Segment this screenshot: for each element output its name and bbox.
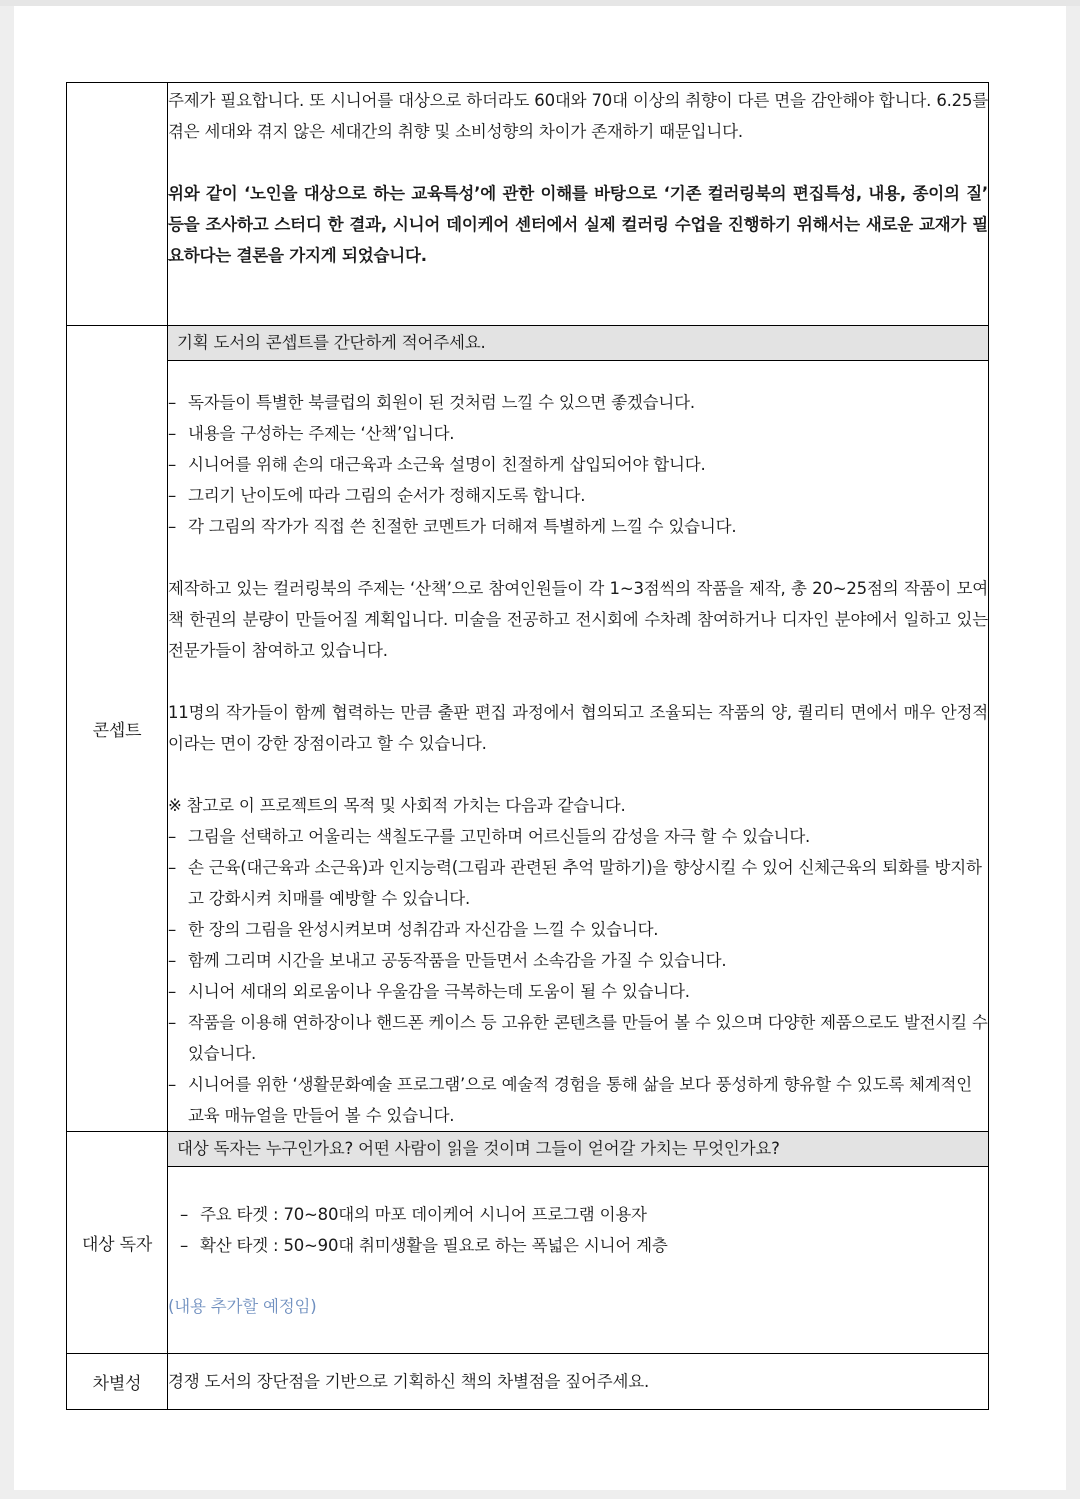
value-item: – 작품을 이용해 연하장이나 핸드폰 케이스 등 고유한 콘텐츠를 만들어 볼 수 있으며 다양한 제품으로도 발전시킬 수 있습니다. xyxy=(168,1013,988,1063)
target-question-row xyxy=(67,1132,989,1167)
concept-question: 기획 도서의 콘셉트를 간단하게 적어주세요. xyxy=(168,326,989,361)
value-item: – 시니어 세대의 외로움이나 우울감을 극복하는데 도움이 될 수 있습니다. xyxy=(168,982,690,1001)
difference-question: 경쟁 도서의 장단점을 기반으로 기획하신 책의 차별점을 짚어주세요. xyxy=(168,1354,989,1410)
value-item: – 그림을 선택하고 어울리는 색칠도구를 고민하며 어르신들의 감성을 자극 할 수 있습니다. xyxy=(168,827,811,846)
value-item: – 함께 그리며 시간을 보내고 공동작품을 만들면서 소속감을 가질 수 있습니다. xyxy=(168,951,727,970)
concept-label: 콘셉트 xyxy=(67,326,168,1132)
value-item: – 시니어를 위한 ‘생활문화예술 프로그램’으로 예술적 경험을 통해 삶을 보다 풍성하게 향유할 수 있도록 체계적인 교육 매뉴얼을 만들어 볼 수 있습니다. xyxy=(168,1075,972,1125)
concept-answer-row xyxy=(67,361,989,1132)
target-item: – 확산 타겟 : 50~90대 취미생활을 필요로 하는 폭넓은 시니어 계층 xyxy=(180,1236,668,1255)
intro-paragraph-2: 위와 같이 ‘노인을 대상으로 하는 교육특성’에 관한 이해를 바탕으로 ‘기존 컬러링북의 편집특성, 내용, 종이의 질’ 등을 조사하고 스터디 한 결과, 시니어 데이케어 센터에서 실제 컬러링 수업을 진행하기 위해서는 새로운 교재가 필요하다는 결론을 가지게 되었습니다. xyxy=(168,184,988,265)
target-item: – 주요 타겟 : 70~80대의 마포 데이케어 시니어 프로그램 이용자 xyxy=(180,1205,647,1224)
intro-paragraph-1: 주제가 필요합니다. 또 시니어를 대상으로 하더라도 60대와 70대 이상의 취향이 다른 면을 감안해야 합니다. 6.25를 겪은 세대와 겪지 않은 세대간의 취향 및 소비성향의 차이가 존재하기 때문입니다. xyxy=(168,91,988,141)
target-question: 대상 독자는 누구인가요? 어떤 사람이 읽을 것이며 그들이 얻어갈 가치는 무엇인가요? xyxy=(168,1132,989,1167)
concept-bullet: – 시니어를 위해 손의 대근육과 소근육 설명이 친절하게 삽입되어야 합니다. xyxy=(168,455,706,474)
concept-answer-cell xyxy=(168,361,989,1132)
target-note: (내용 추가할 예정임) xyxy=(168,1297,317,1316)
concept-bullet: – 그리기 난이도에 따라 그림의 순서가 정해지도록 합니다. xyxy=(168,486,586,505)
target-answer-cell xyxy=(168,1167,989,1354)
intro-row xyxy=(67,83,989,326)
concept-paragraph-1: 제작하고 있는 컬러링북의 주제는 ‘산책’으로 참여인원들이 각 1~3점씩의 작품을 제작, 총 20~25점의 작품이 모여 책 한권의 분량이 만들어질 계획입니다. 미술을 전공하고 전시회에 수차례 참여하거나 디자인 분야에서 일하고 있는 전문가들이 참여하고 있습니다. xyxy=(168,579,988,660)
concept-paragraph-2: 11명의 작가들이 함께 협력하는 만큼 출판 편집 과정에서 협의되고 조율되는 작품의 양, 퀄리티 면에서 매우 안정적이라는 면이 강한 장점이라고 할 수 있습니다. xyxy=(168,703,988,753)
value-item: – 손 근육(대근육과 소근육)과 인지능력(그림과 관련된 추억 말하기)을 향상시킬 수 있어 신체근육의 퇴화를 방지하고 강화시켜 치매를 예방할 수 있습니다. xyxy=(168,858,982,908)
difference-row xyxy=(67,1354,989,1410)
difference-label: 차별성 xyxy=(67,1354,168,1410)
target-answer-row xyxy=(67,1167,989,1354)
concept-note: ※ 참고로 이 프로젝트의 목적 및 사회적 가치는 다음과 같습니다. xyxy=(168,796,626,815)
concept-question-row xyxy=(67,326,989,361)
concept-bullet: – 내용을 구성하는 주제는 ‘산책’입니다. xyxy=(168,424,455,443)
concept-bullet: – 각 그림의 작가가 직접 쓴 친절한 코멘트가 더해져 특별하게 느낄 수 있습니다. xyxy=(168,517,737,536)
intro-content-cell xyxy=(168,83,989,326)
target-label: 대상 독자 xyxy=(67,1132,168,1354)
value-item: – 한 장의 그림을 완성시켜보며 성취감과 자신감을 느낄 수 있습니다. xyxy=(168,920,659,939)
concept-bullet: – 독자들이 특별한 북클럽의 회원이 된 것처럼 느낄 수 있으면 좋겠습니다. xyxy=(168,393,695,412)
intro-label-cell xyxy=(67,83,168,326)
proposal-form-table xyxy=(66,82,989,1410)
